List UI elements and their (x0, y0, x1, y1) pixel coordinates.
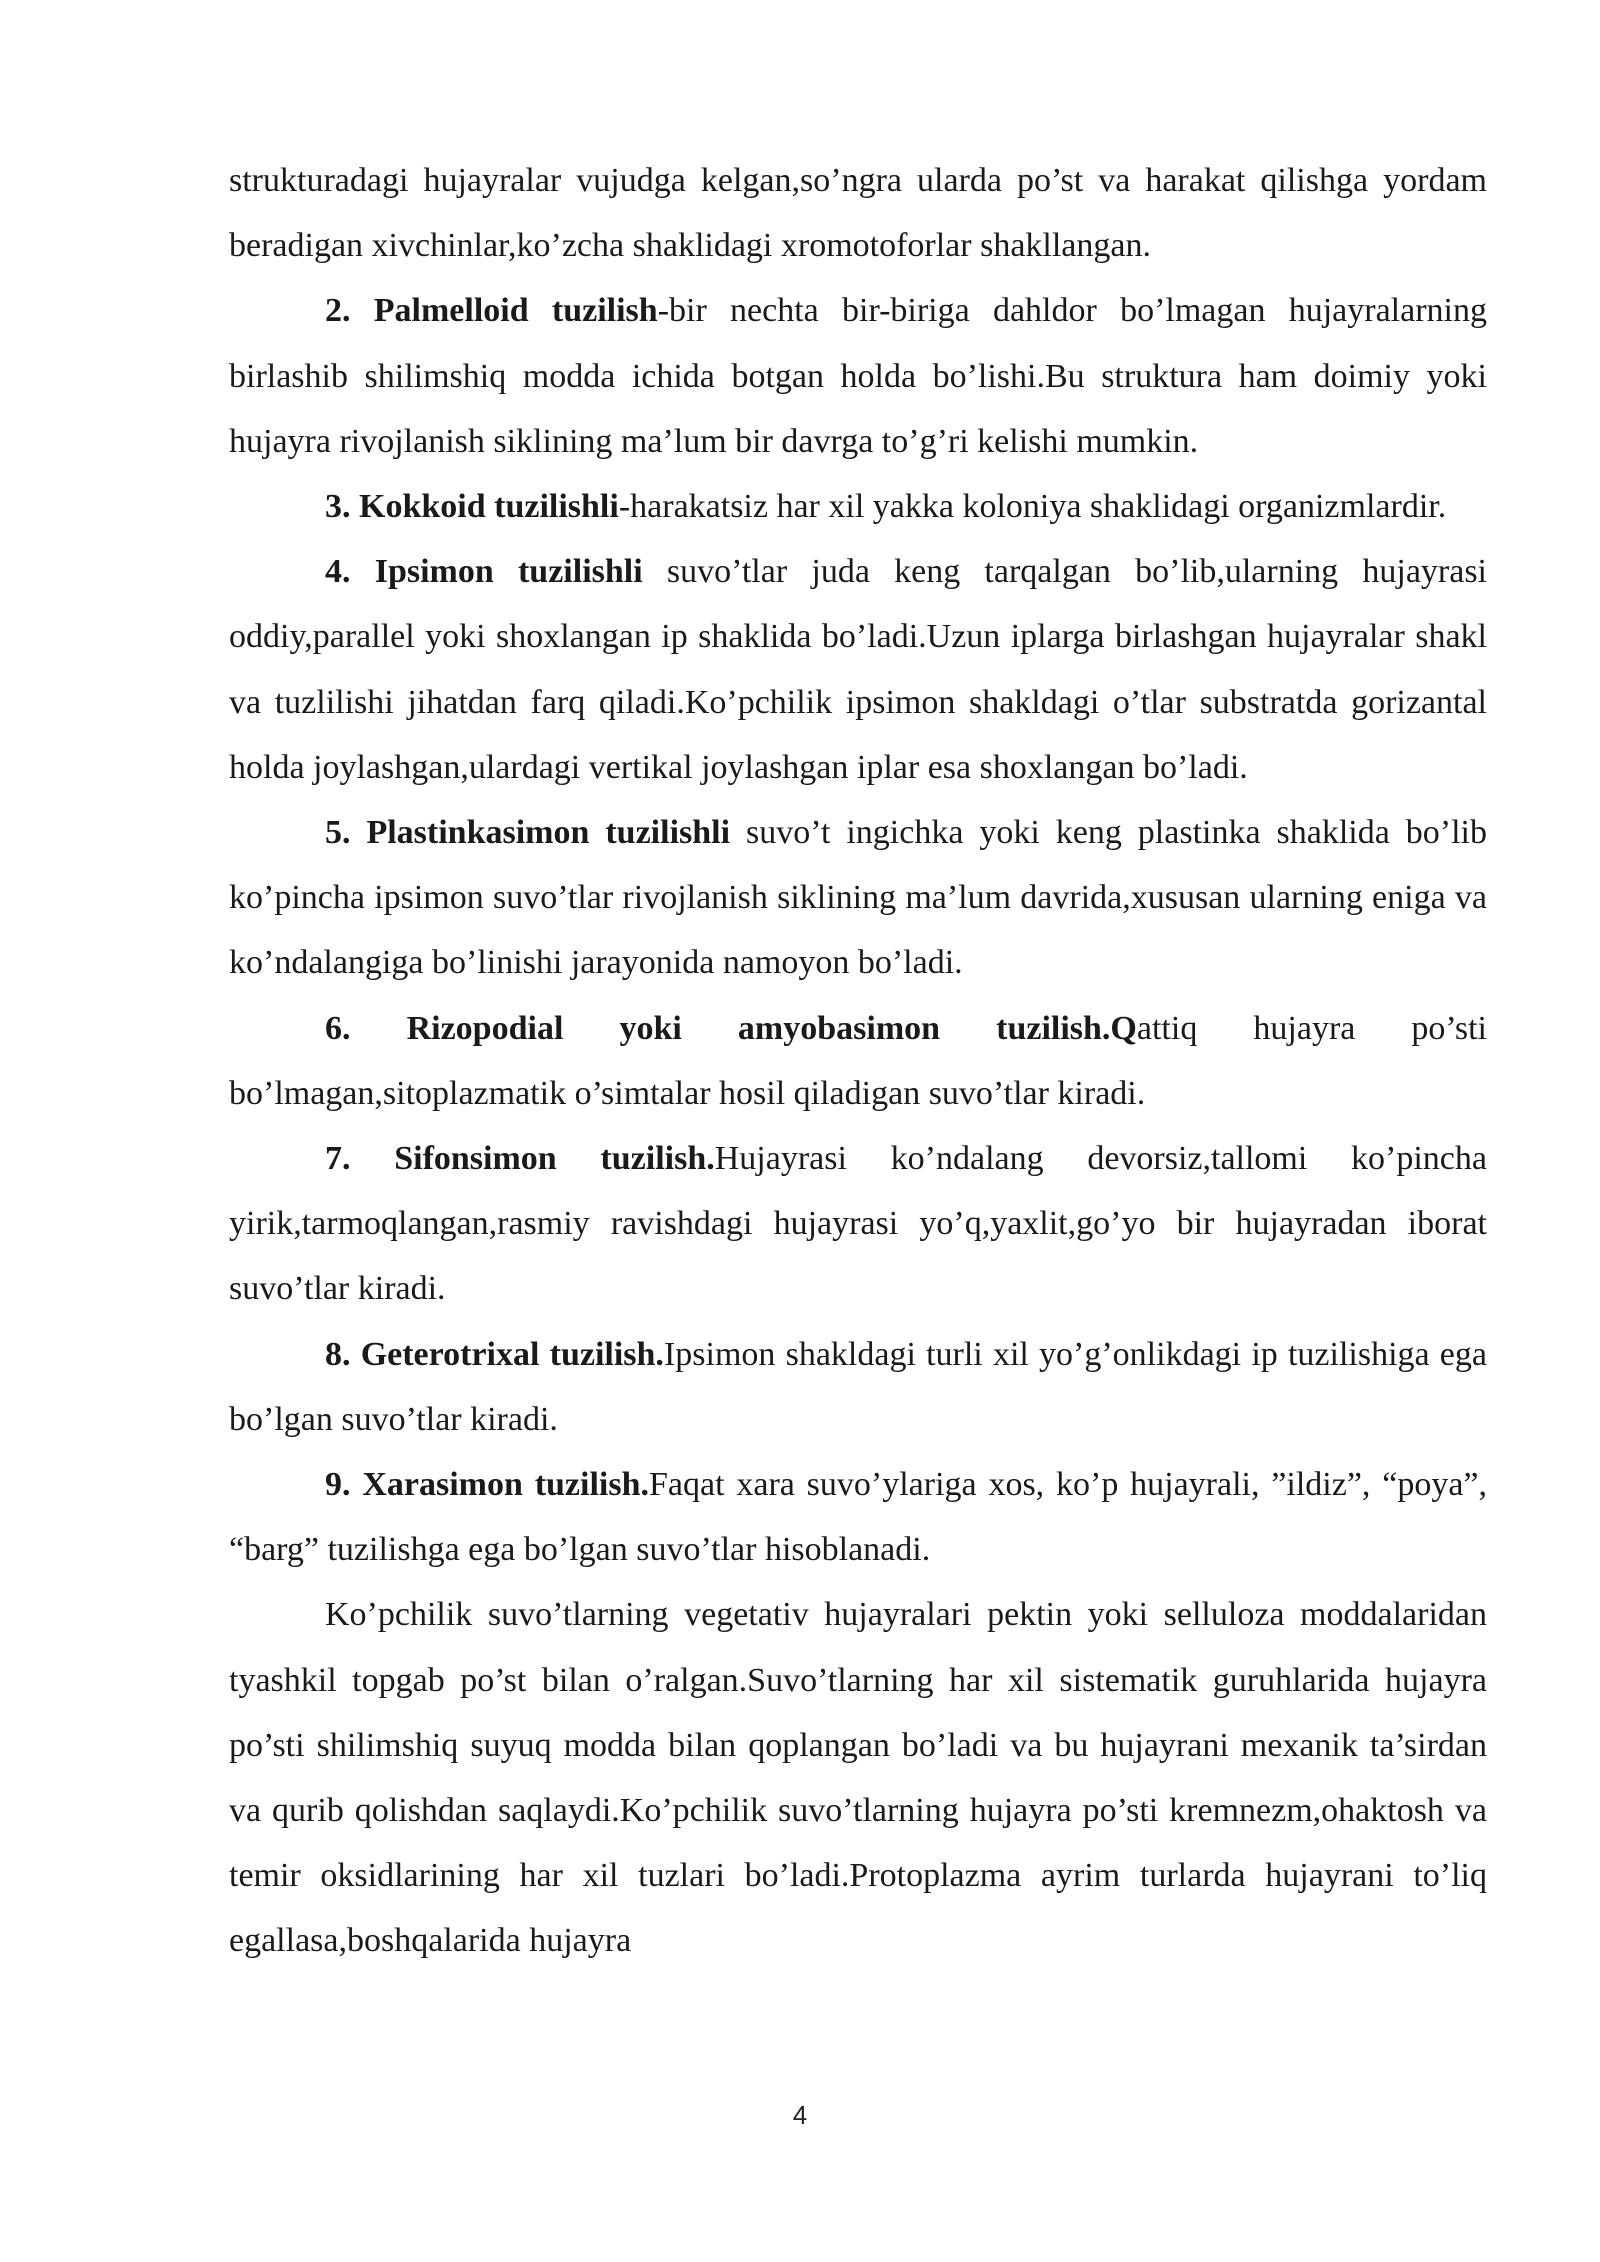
paragraph-text: strukturadagi hujayralar vujudga kelgan,so’ngra ularda po’st va harakat qilishga yordam beradigan xivchinlar,ko’zcha shaklidagi xromotoforlar shakllangan. (229, 162, 1487, 265)
paragraph-continuation (229, 148, 1487, 278)
section-heading: 8. Geterotrixal tuzilish. (325, 1335, 664, 1373)
paragraph-plastinkasimon (229, 800, 1487, 996)
paragraph-geterotrixal (229, 1322, 1487, 1452)
paragraph-text: suvo’t ingichka yoki keng plastinka shaklida bo’lib ko’pincha ipsimon suvo’tlar rivojlanish siklining ma’lum davrida,xususan ularning eniga va ko’ndalangiga bo’linishi jarayonida namoyon bo’ladi. (229, 814, 1487, 982)
paragraph-rizopodial (229, 996, 1487, 1126)
paragraph-text: Hujayrasi ko’ndalang devorsiz,tallomi ko’pincha yirik,tarmoqlangan,rasmiy ravishdagi hujayrasi yo’q,yaxlit,go’yo bir hujayradan iborat suvo’tlar kiradi. (229, 1140, 1487, 1308)
paragraph-text: attiq hujayra po’sti bo’lmagan,sitoplazmatik o’simtalar hosil qiladigan suvo’tlar kiradi. (229, 1009, 1488, 1112)
section-heading: 5. Plastinkasimon tuzilishli (325, 814, 731, 852)
paragraph-ipsimon (229, 539, 1487, 800)
paragraph-palmelloid (229, 278, 1487, 474)
paragraph-sifonsimon (229, 1126, 1487, 1322)
section-heading: 6. Rizopodial yoki amyobasimon tuzilish.Q (325, 1009, 1137, 1047)
paragraph-text: Ko’pchilik suvo’tlarning vegetativ hujayralari pektin yoki selluloza moddalaridan tyashkil topgab po’st bilan o’ralgan.Suvo’tlarning har xil sistematik guruhlarida hujayra po’sti shilimshiq suyuq modda bilan qoplangan bo’ladi va bu hujayrani mexanik ta’sirdan va qurib qolishdan saqlaydi.Ko’pchilik suvo’tlarning hujayra po’sti kremnezm,ohaktosh va temir oksidlarining har xil tuzlari bo’ladi.Protoplazma ayrim turlarda hujayrani to’liq egallasa,boshqalarida hujayra (229, 1596, 1487, 1960)
paragraph-text: Ipsimon shakldagi turli xil yo’g’onlikdagi ip tuzilishiga ega bo’lgan suvo’tlar kiradi. (229, 1335, 1487, 1438)
paragraph-text: suvo’tlar juda keng tarqalgan bo’lib,ularning hujayrasi oddiy,parallel yoki shoxlangan ip shaklida bo’ladi.Uzun iplarga birlashgan hujayralar shakl va tuzlilishi jihatdan farq qiladi.Ko’pchilik ipsimon shakldagi o’tlar substratda gorizantal holda joylashgan,ulardagi vertikal joylashgan iplar esa shoxlangan bo’ladi. (229, 553, 1487, 786)
paragraph-cell-wall (229, 1582, 1487, 1973)
paragraph-xarasimon (229, 1452, 1487, 1582)
section-heading: 2. Palmelloid tuzilish (325, 292, 658, 330)
document-body (229, 148, 1487, 1974)
section-heading: 3. Kokkoid tuzilishli (325, 488, 619, 526)
paragraph-kokkoid (229, 474, 1487, 539)
section-heading: 4. Ipsimon tuzilishli (325, 553, 643, 591)
section-heading: 9. Xarasimon tuzilish. (325, 1466, 649, 1504)
paragraph-text: Faqat xara suvo’ylariga xos, ko’p hujayrali, ”ildiz”, “poya”, “barg” tuzilishga ega bo’lgan suvo’tlar hisoblanadi. (229, 1466, 1487, 1569)
section-heading: 7. Sifonsimon tuzilish. (325, 1140, 715, 1178)
paragraph-text: -harakatsiz har xil yakka koloniya shaklidagi organizmlardir. (618, 488, 1447, 526)
paragraph-text: -bir nechta bir-biriga dahldor bo’lmagan hujayralarning birlashib shilimshiq modda ichida botgan holda bo’lishi.Bu struktura ham doimiy yoki hujayra rivojlanish siklining ma’lum bir davrga to’g’ri kelishi mumkin. (229, 292, 1487, 460)
page-number: 4 (792, 2100, 808, 2130)
